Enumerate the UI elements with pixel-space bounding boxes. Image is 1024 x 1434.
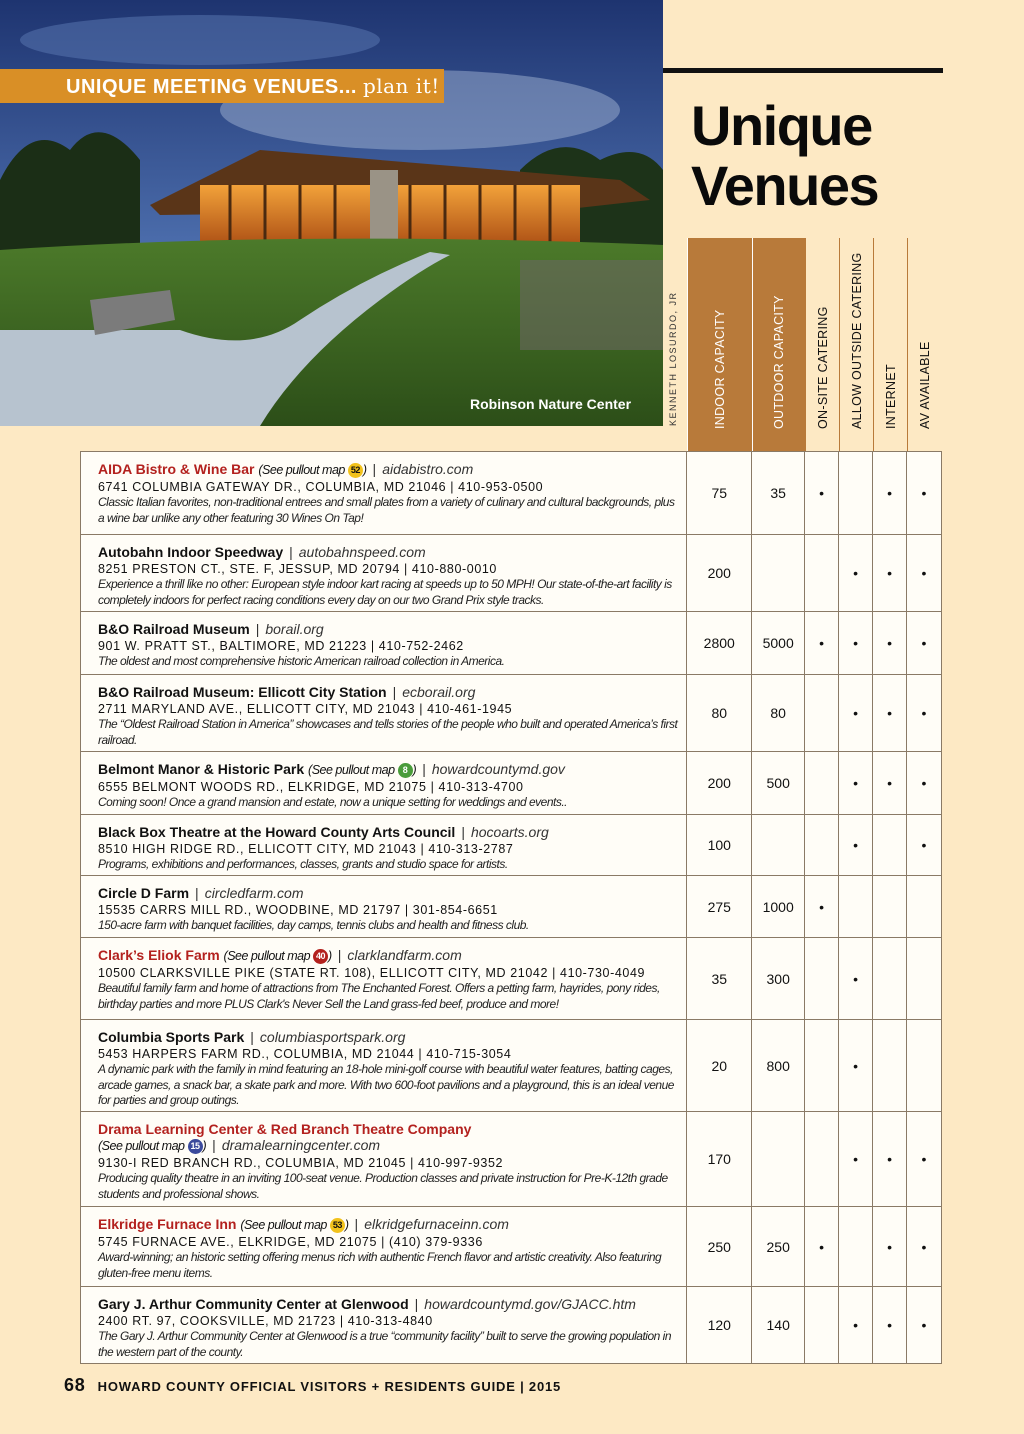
onsite-catering-cell bbox=[805, 612, 839, 674]
separator: | bbox=[195, 885, 199, 901]
venue-website-link[interactable]: autobahnspeed.com bbox=[298, 544, 426, 560]
venue-name: Columbia Sports Park bbox=[98, 1029, 245, 1045]
title-line-2: Venues bbox=[691, 154, 879, 217]
venue-description: Award-winning; an historic setting offering menus rich with authentic French flavor and artistic creativity. Also featuring gluten-free menu items. bbox=[98, 1250, 662, 1280]
separator: | bbox=[372, 461, 377, 477]
venue-info bbox=[81, 612, 687, 674]
venue-table bbox=[80, 451, 942, 1364]
bullet-mark: • bbox=[887, 1151, 892, 1167]
banner-main: UNIQUE MEETING VENUES... bbox=[66, 76, 357, 98]
table-row bbox=[81, 937, 941, 1019]
outdoor-capacity-cell: 140 bbox=[752, 1287, 805, 1363]
venue-name: Gary J. Arthur Community Center at Glenwood bbox=[98, 1296, 409, 1312]
onsite-catering-cell bbox=[805, 876, 839, 937]
av-available-cell bbox=[907, 1287, 941, 1363]
section-banner bbox=[0, 69, 444, 103]
bullet-mark: • bbox=[921, 485, 927, 501]
indoor-capacity-cell: 35 bbox=[687, 938, 752, 1019]
separator: | bbox=[354, 1216, 359, 1232]
bullet-mark: • bbox=[887, 1238, 892, 1255]
venue-info bbox=[81, 938, 687, 1019]
table-row bbox=[81, 1286, 941, 1363]
col-outdoor-capacity: OUTDOOR CAPACITY bbox=[752, 238, 805, 451]
venue-name: Black Box Theatre at the Howard County Arts Council bbox=[98, 824, 456, 840]
venue-address: 5453 HARPERS FARM RD., COLUMBIA, MD 21044 | 410-715-3054 bbox=[98, 1047, 512, 1061]
venue-description: Programs, exhibitions and performances, classes, grants and studio space for artists. bbox=[98, 857, 508, 871]
col-av-available: AV AVAILABLE bbox=[907, 238, 942, 451]
indoor-capacity-cell: 2800 bbox=[687, 612, 752, 674]
bullet-mark: • bbox=[921, 1317, 927, 1333]
bullet-mark: • bbox=[921, 1238, 927, 1255]
indoor-capacity-cell: 100 bbox=[687, 815, 752, 875]
table-row bbox=[81, 751, 941, 814]
av-available-cell bbox=[907, 452, 941, 534]
venue-info bbox=[81, 876, 687, 937]
venue-website-link[interactable]: clarklandfarm.com bbox=[347, 947, 462, 963]
venue-website-link[interactable]: aidabistro.com bbox=[382, 461, 474, 477]
col-indoor-capacity: INDOOR CAPACITY bbox=[687, 238, 752, 451]
outside-catering-cell bbox=[839, 876, 873, 937]
bullet-mark: • bbox=[921, 775, 927, 791]
venue-name-line bbox=[98, 684, 678, 700]
av-available-cell bbox=[907, 1207, 941, 1286]
table-row bbox=[81, 674, 941, 751]
venue-address: 2711 MARYLAND AVE., ELLICOTT CITY, MD 21043 | 410-461-1945 bbox=[98, 702, 513, 716]
venue-description: Beautiful family farm and home of attractions from The Enchanted Forest. Offers a petting farm, hayrides, pony rides, birthday parties and more PLUS Clark's Never Sell the Land grass-fed beef, produce and more! bbox=[98, 981, 660, 1011]
venue-name: Autobahn Indoor Speedway bbox=[98, 544, 284, 560]
separator: | bbox=[289, 544, 293, 560]
venue-info bbox=[81, 1287, 687, 1363]
av-available-cell bbox=[907, 938, 941, 1019]
venue-website-link[interactable]: howardcountymd.gov bbox=[431, 761, 565, 777]
onsite-catering-cell bbox=[805, 938, 839, 1019]
separator: | bbox=[212, 1137, 216, 1153]
separator: | bbox=[250, 1029, 254, 1045]
indoor-capacity-cell: 275 bbox=[687, 876, 752, 937]
onsite-catering-cell bbox=[805, 535, 839, 611]
bullet-mark: • bbox=[853, 565, 859, 581]
venue-info bbox=[81, 1112, 687, 1206]
bullet-mark: • bbox=[887, 565, 892, 581]
bullet-mark: • bbox=[819, 485, 825, 501]
map-note: (See pullout map 52 ) bbox=[258, 463, 367, 477]
venue-name-line bbox=[98, 824, 678, 840]
venue-website-link[interactable]: borail.org bbox=[265, 621, 324, 637]
onsite-catering-cell bbox=[805, 815, 839, 875]
bullet-mark: • bbox=[887, 1317, 892, 1333]
venue-address: 6555 BELMONT WOODS RD., ELKRIDGE, MD 21075 | 410-313-4700 bbox=[98, 780, 524, 794]
internet-cell bbox=[873, 612, 907, 674]
internet-cell bbox=[873, 452, 907, 534]
venue-website-link[interactable]: hocoarts.org bbox=[470, 824, 549, 840]
bullet-mark: • bbox=[921, 635, 927, 651]
av-available-cell bbox=[907, 1112, 941, 1206]
venue-name: Belmont Manor & Historic Park bbox=[98, 761, 305, 777]
outdoor-capacity-cell bbox=[752, 535, 805, 611]
outside-catering-cell bbox=[839, 938, 873, 1019]
map-number-badge: 15 bbox=[188, 1139, 203, 1154]
col-outside-catering: ALLOW OUTSIDE CATERING bbox=[839, 238, 873, 451]
outdoor-capacity-cell: 1000 bbox=[752, 876, 805, 937]
map-number-badge: 53 bbox=[330, 1218, 345, 1233]
bullet-mark: • bbox=[819, 898, 825, 915]
map-note: (See pullout map 15 ) bbox=[98, 1139, 207, 1153]
bullet-mark: • bbox=[921, 705, 927, 721]
outside-catering-cell bbox=[839, 675, 873, 751]
venue-info bbox=[81, 675, 687, 751]
av-available-cell bbox=[907, 612, 941, 674]
outdoor-capacity-cell: 5000 bbox=[752, 612, 805, 674]
onsite-catering-cell bbox=[805, 1112, 839, 1206]
venue-description: Producing quality theatre in an inviting 100-seat venue. Production classes and private instruction for Pre-K-12th grade students and professional shows. bbox=[98, 1171, 668, 1201]
internet-cell bbox=[873, 815, 907, 875]
venue-name-line bbox=[98, 544, 678, 560]
col-internet: INTERNET bbox=[873, 238, 907, 451]
bullet-mark: • bbox=[887, 635, 892, 651]
av-available-cell bbox=[907, 752, 941, 814]
venue-info bbox=[81, 535, 687, 611]
av-available-cell bbox=[907, 815, 941, 875]
bullet-mark: • bbox=[853, 775, 859, 791]
bullet-mark: • bbox=[819, 1238, 825, 1255]
map-number-badge: 40 bbox=[313, 949, 328, 964]
venue-name-line bbox=[98, 761, 678, 778]
bullet-mark: • bbox=[921, 565, 927, 581]
venue-name: Clark’s Eliok Farm bbox=[98, 947, 220, 963]
venue-name-line bbox=[98, 885, 678, 901]
internet-cell bbox=[873, 876, 907, 937]
internet-cell bbox=[873, 1287, 907, 1363]
bullet-mark: • bbox=[853, 635, 859, 651]
separator: | bbox=[414, 1296, 419, 1312]
table-row bbox=[81, 534, 941, 611]
separator: | bbox=[422, 761, 426, 777]
venue-website-link[interactable]: elkridgefurnaceinn.com bbox=[364, 1216, 509, 1232]
venue-address: 6741 COLUMBIA GATEWAY DR., COLUMBIA, MD 21046 | 410-953-0500 bbox=[98, 480, 544, 494]
bullet-mark: • bbox=[887, 775, 892, 791]
venue-name-line bbox=[98, 461, 678, 478]
page-number: 68 bbox=[64, 1375, 86, 1395]
separator: | bbox=[392, 684, 397, 700]
venue-name: Elkridge Furnace Inn bbox=[98, 1216, 237, 1232]
venue-name-line bbox=[98, 1216, 678, 1233]
av-available-cell bbox=[907, 876, 941, 937]
indoor-capacity-cell: 75 bbox=[687, 452, 752, 534]
venue-website-link[interactable]: howardcountymd.gov/GJACC.htm bbox=[424, 1296, 636, 1312]
venue-name-line bbox=[98, 1296, 678, 1312]
venue-name-line bbox=[98, 1121, 678, 1154]
venue-website-link[interactable]: columbiasportspark.org bbox=[259, 1029, 406, 1045]
map-note: (See pullout map 8 ) bbox=[308, 763, 417, 777]
outdoor-capacity-cell: 80 bbox=[752, 675, 805, 751]
outside-catering-cell bbox=[839, 752, 873, 814]
venue-name: B&O Railroad Museum bbox=[98, 621, 250, 637]
internet-cell bbox=[873, 752, 907, 814]
table-row bbox=[81, 875, 941, 937]
venue-description: 150-acre farm with banquet facilities, day camps, tennis clubs and health and fitness club. bbox=[98, 918, 529, 932]
bullet-mark: • bbox=[887, 485, 892, 501]
separator: | bbox=[337, 947, 342, 963]
onsite-catering-cell bbox=[805, 675, 839, 751]
outside-catering-cell bbox=[839, 1112, 873, 1206]
venue-description: The Gary J. Arthur Community Center at Glenwood is a true “community facility” built to serve the growing population in the western part of the county. bbox=[98, 1329, 671, 1359]
venue-address: 9130-I RED BRANCH RD., COLUMBIA, MD 21045 | 410-997-9352 bbox=[98, 1156, 504, 1170]
map-number-badge: 8 bbox=[398, 763, 413, 778]
onsite-catering-cell bbox=[805, 1020, 839, 1111]
bullet-mark: • bbox=[853, 837, 859, 853]
venue-name-line bbox=[98, 621, 678, 637]
bullet-mark: • bbox=[853, 705, 859, 721]
venue-description: A dynamic park with the family in mind featuring an 18-hole mini-golf course with beautiful water features, batting cages, arcade games, a snack bar, a skate park and more. With two 600-foot pavilions and a playground, this is an ideal venue for parties and group outings. bbox=[98, 1062, 674, 1107]
venue-address: 8251 PRESTON CT., STE. F, JESSUP, MD 20794 | 410-880-0010 bbox=[98, 562, 497, 576]
indoor-capacity-cell: 120 bbox=[687, 1287, 752, 1363]
outside-catering-cell bbox=[839, 612, 873, 674]
internet-cell bbox=[873, 535, 907, 611]
table-row bbox=[81, 1019, 941, 1111]
bullet-mark: • bbox=[853, 970, 859, 987]
indoor-capacity-cell: 250 bbox=[687, 1207, 752, 1286]
venue-info bbox=[81, 1020, 687, 1111]
title-rule bbox=[663, 68, 943, 73]
internet-cell bbox=[873, 1207, 907, 1286]
venue-website-link[interactable]: ecborail.org bbox=[402, 684, 476, 700]
venue-info bbox=[81, 752, 687, 814]
venue-description: Classic Italian favorites, non-traditional entrees and small plates from a variety of culinary and cultural backgrounds, plus a wine bar unlike any other featuring 30 Wines On Tap! bbox=[98, 495, 675, 525]
venue-address: 901 W. PRATT ST., BALTIMORE, MD 21223 | 410-752-2462 bbox=[98, 639, 464, 653]
venue-website-link[interactable]: dramalearningcenter.com bbox=[221, 1137, 381, 1153]
venue-name: Circle D Farm bbox=[98, 885, 190, 901]
onsite-catering-cell bbox=[805, 1207, 839, 1286]
internet-cell bbox=[873, 938, 907, 1019]
venue-name-line bbox=[98, 1029, 678, 1045]
venue-name: Drama Learning Center & Red Branch Theatre Company bbox=[98, 1121, 472, 1137]
page-title bbox=[691, 96, 878, 216]
indoor-capacity-cell: 200 bbox=[687, 752, 752, 814]
venue-address: 8510 HIGH RIDGE RD., ELLICOTT CITY, MD 21043 | 410-313-2787 bbox=[98, 842, 514, 856]
table-row bbox=[81, 1111, 941, 1206]
outside-catering-cell bbox=[839, 815, 873, 875]
venue-description: Coming soon! Once a grand mansion and estate, now a unique setting for weddings and events.. bbox=[98, 795, 567, 809]
venue-address: 2400 RT. 97, COOKSVILLE, MD 21723 | 410-313-4840 bbox=[98, 1314, 433, 1328]
title-line-1: Unique bbox=[691, 94, 872, 157]
venue-website-link[interactable]: circledfarm.com bbox=[204, 885, 304, 901]
outdoor-capacity-cell: 35 bbox=[752, 452, 805, 534]
page-footer bbox=[64, 1375, 561, 1396]
outside-catering-cell bbox=[839, 1020, 873, 1111]
separator: | bbox=[255, 621, 260, 637]
indoor-capacity-cell: 170 bbox=[687, 1112, 752, 1206]
photo-credit: KENNETH LOSURDO, JR bbox=[668, 291, 678, 426]
bullet-mark: • bbox=[853, 1057, 859, 1074]
venue-description: Experience a thrill like no other: European style indoor kart racing at speeds up to 50 MPH! Our state-of-the-art facility is completely indoors for perfect racing conditions every day on our two Grand Prix style tracks. bbox=[98, 577, 672, 607]
map-note: (See pullout map 53 ) bbox=[240, 1218, 349, 1232]
indoor-capacity-cell: 20 bbox=[687, 1020, 752, 1111]
outside-catering-cell bbox=[839, 452, 873, 534]
internet-cell bbox=[873, 1112, 907, 1206]
venue-description: The “Oldest Railroad Station in America” showcases and tells stories of the people who built and operated America’s first railroad. bbox=[98, 717, 678, 747]
onsite-catering-cell bbox=[805, 752, 839, 814]
outside-catering-cell bbox=[839, 1287, 873, 1363]
table-row bbox=[81, 452, 941, 534]
separator: | bbox=[461, 824, 465, 840]
venue-address: 10500 CLARKSVILLE PIKE (STATE RT. 108), ELLICOTT CITY, MD 21042 | 410-730-4049 bbox=[98, 966, 646, 980]
internet-cell bbox=[873, 1020, 907, 1111]
map-note: (See pullout map 40 ) bbox=[223, 949, 332, 963]
bullet-mark: • bbox=[819, 635, 825, 651]
photo-caption: Robinson Nature Center bbox=[470, 396, 632, 412]
venue-address: 5745 FURNACE AVE., ELKRIDGE, MD 21075 | (410) 379-9336 bbox=[98, 1235, 483, 1249]
table-row bbox=[81, 611, 941, 674]
map-number-badge: 52 bbox=[348, 463, 363, 478]
outdoor-capacity-cell: 300 bbox=[752, 938, 805, 1019]
indoor-capacity-cell: 80 bbox=[687, 675, 752, 751]
outside-catering-cell bbox=[839, 1207, 873, 1286]
banner-accent: plan it! bbox=[362, 74, 440, 98]
onsite-catering-cell bbox=[805, 1287, 839, 1363]
venue-name: B&O Railroad Museum: Ellicott City Station bbox=[98, 684, 387, 700]
outdoor-capacity-cell bbox=[752, 815, 805, 875]
outdoor-capacity-cell bbox=[752, 1112, 805, 1206]
venue-description: The oldest and most comprehensive historic American railroad collection in America. bbox=[98, 654, 505, 668]
bullet-mark: • bbox=[887, 705, 892, 721]
venue-info bbox=[81, 452, 687, 534]
bullet-mark: • bbox=[921, 1151, 927, 1167]
av-available-cell bbox=[907, 675, 941, 751]
col-onsite-catering: ON-SITE CATERING bbox=[805, 238, 839, 451]
av-available-cell bbox=[907, 535, 941, 611]
venue-name: AIDA Bistro & Wine Bar bbox=[98, 461, 255, 477]
bullet-mark: • bbox=[853, 1151, 859, 1167]
indoor-capacity-cell: 200 bbox=[687, 535, 752, 611]
outside-catering-cell bbox=[839, 535, 873, 611]
av-available-cell bbox=[907, 1020, 941, 1111]
outdoor-capacity-cell: 250 bbox=[752, 1207, 805, 1286]
onsite-catering-cell bbox=[805, 452, 839, 534]
footer-text: HOWARD COUNTY OFFICIAL VISITORS + RESIDENTS GUIDE | 2015 bbox=[97, 1379, 562, 1394]
venue-info bbox=[81, 815, 687, 875]
venue-address: 15535 CARRS MILL RD., WOODBINE, MD 21797 | 301-854-6651 bbox=[98, 903, 498, 917]
table-row bbox=[81, 814, 941, 875]
venue-name-line bbox=[98, 947, 678, 964]
bullet-mark: • bbox=[853, 1317, 859, 1333]
outdoor-capacity-cell: 500 bbox=[752, 752, 805, 814]
outdoor-capacity-cell: 800 bbox=[752, 1020, 805, 1111]
bullet-mark: • bbox=[921, 837, 927, 853]
table-row bbox=[81, 1206, 941, 1286]
internet-cell bbox=[873, 675, 907, 751]
venue-info bbox=[81, 1207, 687, 1286]
hero-photo bbox=[0, 0, 663, 426]
